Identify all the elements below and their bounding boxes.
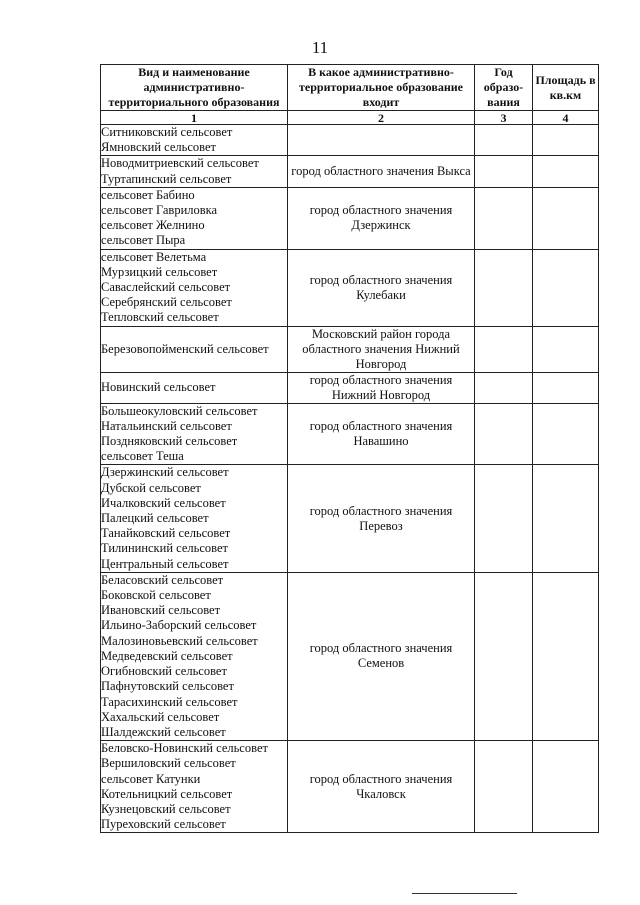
column-number-row	[101, 111, 599, 125]
parent-entity-cell	[288, 125, 475, 156]
header-year: Год образо-вания	[475, 65, 533, 111]
year-cell	[475, 403, 533, 465]
entity-name: сельсовет Гавриловка	[101, 203, 218, 218]
footer-rule	[412, 893, 517, 894]
table-row	[101, 372, 599, 403]
entity-name: Огибновский сельсовет	[101, 664, 227, 679]
area-cell	[533, 465, 599, 572]
column-number: 3	[475, 111, 533, 125]
area-cell	[533, 156, 599, 187]
entity-name: Саваслейский сельсовет	[101, 280, 231, 295]
area-cell	[533, 125, 599, 156]
column-number: 1	[101, 111, 288, 125]
entity-name: Большеокуловский сельсовет	[101, 403, 258, 418]
entity-name: Березовопойменский сельсовет	[101, 341, 269, 356]
table-row	[101, 187, 599, 249]
entity-name: Котельницкий сельсовет	[101, 786, 233, 801]
entity-name: Малозиновьевский сельсовет	[101, 633, 258, 648]
table-row	[101, 465, 599, 572]
table-row	[101, 326, 599, 372]
table-row	[101, 156, 599, 187]
parent-entity-cell: Московский район города областного значения Нижний Новгород	[288, 326, 475, 372]
entity-name: Медведевский сельсовет	[101, 648, 233, 663]
entity-names-cell	[101, 125, 288, 156]
entity-name: Новинский сельсовет	[101, 380, 216, 395]
entity-name: Дзержинский сельсовет	[101, 465, 229, 480]
year-cell	[475, 125, 533, 156]
year-cell	[475, 741, 533, 833]
entity-name: Танайковский сельсовет	[101, 526, 231, 541]
entity-name: Тарасихинский сельсовет	[101, 694, 238, 709]
entity-names-cell	[101, 326, 288, 372]
year-cell	[475, 465, 533, 572]
area-cell	[533, 403, 599, 465]
entity-name: Поздняковский сельсовет	[101, 434, 238, 449]
admin-territorial-table	[100, 64, 599, 833]
table-row	[101, 125, 599, 156]
entity-name: Тепловский сельсовет	[101, 310, 219, 325]
entity-name: Беловско-Новинский сельсовет	[101, 741, 268, 756]
entity-name: сельсовет Катунки	[101, 771, 201, 786]
page-number: 11	[311, 38, 329, 57]
entity-name: сельсовет Теша	[101, 449, 184, 464]
table-row	[101, 403, 599, 465]
area-cell	[533, 187, 599, 249]
entity-names-cell	[101, 741, 288, 833]
year-cell	[475, 187, 533, 249]
entity-name: Ямновский сельсовет	[101, 140, 216, 155]
entity-names-cell	[101, 249, 288, 326]
table-row	[101, 741, 599, 833]
entity-name: Пафнутовский сельсовет	[101, 679, 234, 694]
entity-names-cell	[101, 372, 288, 403]
parent-entity-cell: город областного значения Кулебаки	[288, 249, 475, 326]
entity-name: Новодмитриевский сельсовет	[101, 156, 259, 171]
parent-entity-cell: город областного значения Перевоз	[288, 465, 475, 572]
entity-name: Туртапинский сельсовет	[101, 171, 232, 186]
entity-name: Кузнецовский сельсовет	[101, 801, 231, 816]
year-cell	[475, 372, 533, 403]
parent-entity-cell: город областного значения Навашино	[288, 403, 475, 465]
table-row	[101, 572, 599, 740]
entity-name: Центральный сельсовет	[101, 556, 229, 571]
entity-name: сельсовет Пыра	[101, 233, 186, 248]
entity-name: Ситниковский сельсовет	[101, 125, 233, 139]
entity-name: Беласовский сельсовет	[101, 572, 224, 587]
column-number: 2	[288, 111, 475, 125]
entity-name: Боковской сельсовет	[101, 588, 211, 603]
entity-name: Мурзицкий сельсовет	[101, 264, 218, 279]
entity-name: Тилининский сельсовет	[101, 541, 228, 556]
header-name: Вид и наименование административно-территориального образования	[101, 65, 288, 111]
header-area: Площадь в кв.км	[533, 65, 599, 111]
area-cell	[533, 326, 599, 372]
entity-names-cell	[101, 403, 288, 465]
entity-names-cell	[101, 156, 288, 187]
entity-names-cell	[101, 572, 288, 740]
header-parent: В какое административно-территориальное образование входит	[288, 65, 475, 111]
entity-names-cell	[101, 187, 288, 249]
parent-entity-cell: город областного значения Выкса	[288, 156, 475, 187]
area-cell	[533, 372, 599, 403]
entity-name: Шалдежский сельсовет	[101, 724, 226, 739]
column-number: 4	[533, 111, 599, 125]
entity-name: Хахальский сельсовет	[101, 709, 220, 724]
parent-entity-cell: город областного значения Семенов	[288, 572, 475, 740]
parent-entity-cell: город областного значения Дзержинск	[288, 187, 475, 249]
entity-name: Ильино-Заборский сельсовет	[101, 618, 257, 633]
entity-name: Серебрянский сельсовет	[101, 295, 232, 310]
entity-name: сельсовет Велетьма	[101, 249, 207, 264]
entity-name: Ичалковский сельсовет	[101, 495, 226, 510]
header-row	[101, 65, 599, 111]
entity-name: Натальинский сельсовет	[101, 418, 232, 433]
entity-name: сельсовет Бабино	[101, 187, 195, 202]
area-cell	[533, 741, 599, 833]
entity-names-cell	[101, 465, 288, 572]
parent-entity-cell: город областного значения Нижний Новгород	[288, 372, 475, 403]
entity-name: Дубской сельсовет	[101, 480, 201, 495]
table-row	[101, 249, 599, 326]
year-cell	[475, 572, 533, 740]
year-cell	[475, 326, 533, 372]
year-cell	[475, 249, 533, 326]
parent-entity-cell: город областного значения Чкаловск	[288, 741, 475, 833]
year-cell	[475, 156, 533, 187]
entity-name: сельсовет Желнино	[101, 218, 205, 233]
entity-name: Ивановский сельсовет	[101, 603, 221, 618]
entity-name: Вершиловский сельсовет	[101, 756, 236, 771]
entity-name: Пуреховский сельсовет	[101, 817, 226, 832]
entity-name: Палецкий сельсовет	[101, 511, 209, 526]
area-cell	[533, 249, 599, 326]
area-cell	[533, 572, 599, 740]
